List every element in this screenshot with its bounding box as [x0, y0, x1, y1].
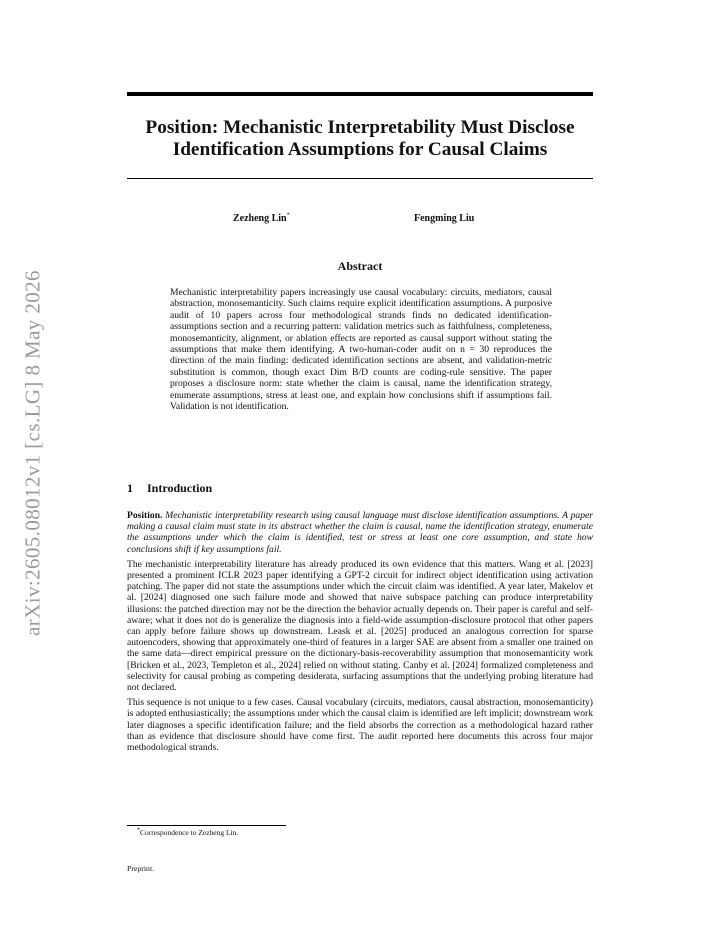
body-paragraph-1: The mechanistic interpretability literature has already produced its own evidence that this matters. Wang et al. [2023] presented a prominent ICLR 2023 paper identifying a GPT-2 circuit for indirect object identification using activation patching. The paper did not state the assumptions under which the circuit claim was identified. A year later, Makelov et al. [2024] diagnosed one such failure mode and showed that naive subspace patching can produce interpretability illusions: the patched direction may not be the direction the behavior actually depends on. Their paper is careful and self-aware; what it does not do is generalize the diagnosis into a field-wide assumption-disclosure protocol that other papers can apply before failure shows up downstream. Leask et al. [2025] produced an analogous correction for sparse autoencoders, showing that approximately one-third of features in a larger SAE are absent from a smaller one trained on the same data—direct empirical pressure on the dictionary-basis-recoverability assumption that monosemanticity work [Bricken et al., 2023, Templeton et al., 2024] relied on without stating. Canby et al. [2024] formalized completeness and selectivity for causal probing as competing desiderata, surfacing assumptions that the underlying probing literature had not declared.	[127, 558, 593, 694]
title-line-2: Identification Assumptions for Causal Claims	[172, 139, 548, 160]
footnote-rule	[127, 825, 286, 826]
footnote-text: Correspondence to Zezheng Lin.	[140, 828, 239, 837]
title-top-rule	[127, 92, 593, 96]
author-2	[414, 213, 474, 224]
arxiv-stamp-text: arXiv:2605.08012v1 [cs.LG] 8 May 2026	[20, 270, 45, 636]
title-line-1: Position: Mechanistic Interpretability Must Disclose	[145, 117, 575, 138]
title-bottom-rule	[127, 178, 593, 179]
section-heading-introduction	[127, 481, 212, 496]
abstract-heading: Abstract	[337, 259, 383, 273]
footnote	[137, 828, 238, 837]
paper-title	[127, 117, 593, 161]
section-title: Introduction	[147, 481, 213, 495]
position-statement: Mechanistic interpretability research using causal language must disclose identification assumptions. A paper making a causal claim must state in its abstract whether the claim is causal, name the identification strategy, enumerate the assumptions under which the claim is identified, test or stress at least one core assumption, and state how conclusions shift if key assumptions fail.	[127, 510, 594, 555]
position-label: Position.	[127, 510, 163, 521]
body-paragraph-2: This sequence is not unique to a few cases. Causal vocabulary (circuits, mediators, causal abstraction, monosemanticity) is adopted enthusiastically; the assumptions under which the causal claim is identified are left implicit; downstream work later diagnoses a specific identification failure; and the field absorbs the correction as a methodological hazard rather than as evidence that disclosure should have come first. The audit reported here documents this across four major methodological strands.	[127, 697, 593, 754]
author-1-footnote-mark: *	[286, 212, 290, 219]
author-1-name: Zezheng Lin	[233, 213, 287, 224]
author-1	[233, 213, 290, 224]
footnote-mark: *	[137, 827, 140, 834]
author-2-name: Fengming Liu	[414, 213, 475, 224]
preprint-label: Preprint.	[127, 864, 155, 873]
arxiv-identifier	[22, 262, 44, 644]
introduction-body	[127, 510, 593, 757]
section-number: 1	[127, 481, 133, 495]
position-paragraph	[127, 510, 593, 555]
abstract-body: Mechanistic interpretability papers increasingly use causal vocabulary: circuits, mediators, causal abstraction, monosemanticity. Such claims require explicit identification assumptions. A purposive audit of 10 papers across four methodological strands finds no dedicated identification-assumptions section and a recurring pattern: validation metrics such as faithfulness, completeness, monosemanticity, alignment, or ablation effects are reported as causal support without stating the assumptions that make them identifying. A two-human-coder audit on n = 30 reproduces the direction of the main finding: dedicated identification sections are absent, and validation-metric substitution is common, though exact Dim B/D counts are coding-rule sensitive. The paper proposes a disclosure norm: state whether the claim is causal, name the identification strategy, enumerate assumptions, stress at least one, and explain how conclusions shift if assumptions fail. Validation is not identification.	[170, 287, 552, 413]
